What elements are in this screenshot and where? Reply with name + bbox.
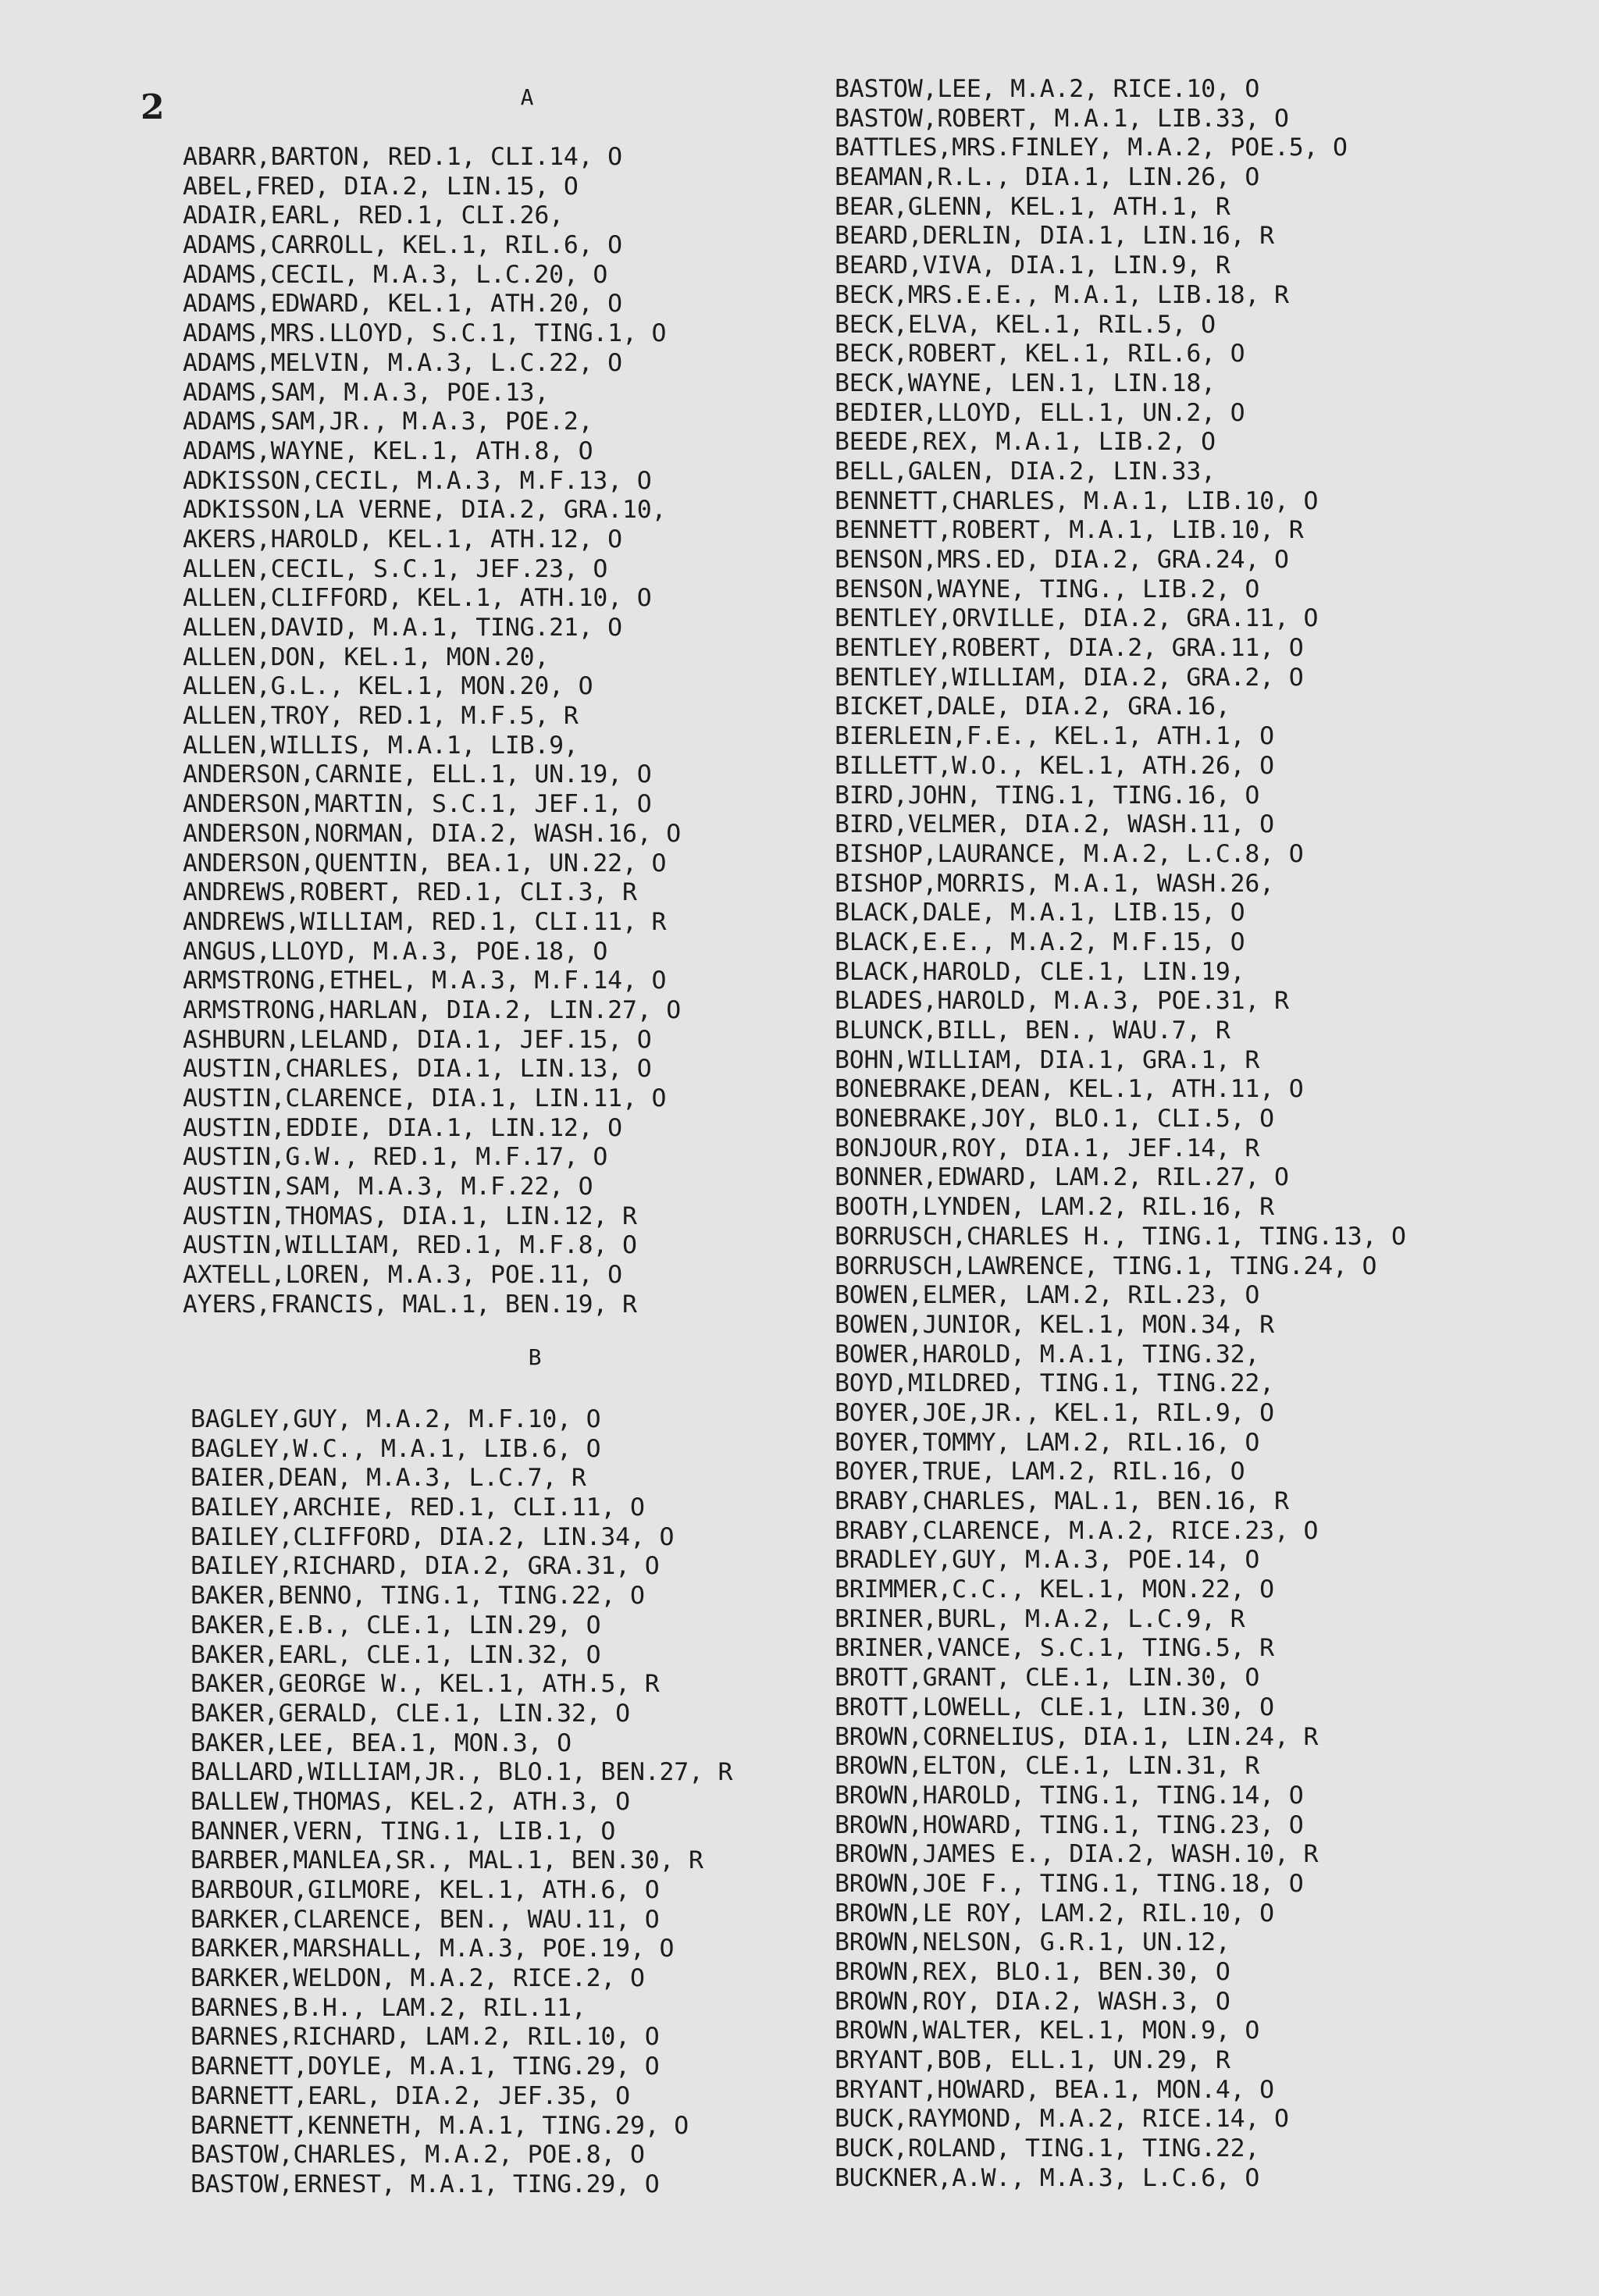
directory-entry: BEEDE,REX, M.A.1, LIB.2, O — [835, 428, 1216, 457]
directory-entry: ARMSTRONG,ETHEL, M.A.3, M.F.14, O — [183, 966, 667, 995]
directory-entry: BASTOW,LEE, M.A.2, RICE.10, O — [835, 75, 1260, 103]
directory-entry: BARBER,MANLEA,SR., MAL.1, BEN.30, R — [191, 1846, 703, 1875]
directory-entry: AKERS,HAROLD, KEL.1, ATH.12, O — [183, 525, 622, 554]
directory-entry: BROWN,HOWARD, TING.1, TING.23, O — [835, 1810, 1304, 1839]
directory-entry: BIRD,VELMER, DIA.2, WASH.11, O — [835, 810, 1274, 839]
directory-entry: BAKER,GEORGE W., KEL.1, ATH.5, R — [191, 1670, 660, 1699]
directory-entry: BOYD,MILDRED, TING.1, TING.22, — [835, 1369, 1274, 1398]
directory-entry: ALLEN,DON, KEL.1, MON.20, — [183, 643, 550, 671]
directory-entry: BIERLEIN,F.E., KEL.1, ATH.1, O — [835, 722, 1274, 751]
directory-entry: ADAMS,CARROLL, KEL.1, RIL.6, O — [183, 231, 622, 260]
directory-entry: BENTLEY,WILLIAM, DIA.2, GRA.2, O — [835, 663, 1304, 692]
directory-entry: ANDREWS,ROBERT, RED.1, CLI.3, R — [183, 878, 637, 907]
directory-entry: BARKER,CLARENCE, BEN., WAU.11, O — [191, 1905, 660, 1934]
directory-entry: BOWER,HAROLD, M.A.1, TING.32, — [835, 1340, 1260, 1369]
directory-entry: BORRUSCH,LAWRENCE, TING.1, TING.24, O — [835, 1251, 1377, 1280]
directory-entry: BOOTH,LYNDEN, LAM.2, RIL.16, R — [835, 1193, 1274, 1222]
directory-entry: ADAMS,EDWARD, KEL.1, ATH.20, O — [183, 290, 622, 319]
directory-entry: BENTLEY,ROBERT, DIA.2, GRA.11, O — [835, 634, 1304, 663]
directory-entry: BUCK,ROLAND, TING.1, TING.22, — [835, 2134, 1260, 2163]
directory-entry: BAGLEY,W.C., M.A.1, LIB.6, O — [191, 1434, 601, 1463]
directory-entry: AXTELL,LOREN, M.A.3, POE.11, O — [183, 1261, 622, 1290]
directory-entry: BAIER,DEAN, M.A.3, L.C.7, R — [191, 1464, 586, 1493]
directory-entry: BEARD,DERLIN, DIA.1, LIN.16, R — [835, 222, 1274, 251]
directory-entry: ALLEN,CECIL, S.C.1, JEF.23, O — [183, 554, 608, 583]
directory-entry: BROWN,HAROLD, TING.1, TING.14, O — [835, 1781, 1304, 1810]
directory-entry: BEAR,GLENN, KEL.1, ATH.1, R — [835, 192, 1230, 221]
directory-entry: AUSTIN,CHARLES, DIA.1, LIN.13, O — [183, 1055, 652, 1084]
directory-entry: ANGUS,LLOYD, M.A.3, POE.18, O — [183, 937, 608, 966]
directory-entry: BROTT,GRANT, CLE.1, LIN.30, O — [835, 1664, 1260, 1693]
directory-entry: BONNER,EDWARD, LAM.2, RIL.27, O — [835, 1163, 1289, 1192]
directory-entry: BIRD,JOHN, TING.1, TING.16, O — [835, 781, 1260, 810]
directory-entry: AYERS,FRANCIS, MAL.1, BEN.19, R — [183, 1290, 637, 1319]
directory-entry: BAKER,EARL, CLE.1, LIN.32, O — [191, 1640, 601, 1669]
directory-entry: BISHOP,MORRIS, M.A.1, WASH.26, — [835, 869, 1274, 898]
directory-entry: BROWN,JAMES E., DIA.2, WASH.10, R — [835, 1840, 1319, 1869]
directory-entry: ADAMS,MRS.LLOYD, S.C.1, TING.1, O — [183, 319, 667, 348]
directory-entry: BASTOW,ROBERT, M.A.1, LIB.33, O — [835, 104, 1289, 133]
directory-entry: BANNER,VERN, TING.1, LIB.1, O — [191, 1817, 616, 1846]
directory-entry: BOYER,JOE,JR., KEL.1, RIL.9, O — [835, 1398, 1274, 1427]
directory-entry: BONJOUR,ROY, DIA.1, JEF.14, R — [835, 1134, 1260, 1162]
directory-entry: AUSTIN,THOMAS, DIA.1, LIN.12, R — [183, 1201, 637, 1230]
directory-entry: BROWN,WALTER, KEL.1, MON.9, O — [835, 2017, 1260, 2045]
directory-entry: BEARD,VIVA, DIA.1, LIN.9, R — [835, 251, 1230, 280]
directory-entry: BUCK,RAYMOND, M.A.2, RICE.14, O — [835, 2105, 1289, 2134]
directory-entry: ANDERSON,NORMAN, DIA.2, WASH.16, O — [183, 819, 681, 848]
directory-entry: BICKET,DALE, DIA.2, GRA.16, — [835, 692, 1230, 721]
directory-entry: BAGLEY,GUY, M.A.2, M.F.10, O — [191, 1405, 601, 1433]
directory-entry: BENNETT,ROBERT, M.A.1, LIB.10, R — [835, 516, 1304, 545]
directory-entry: AUSTIN,WILLIAM, RED.1, M.F.8, O — [183, 1231, 637, 1260]
directory-entry: BRYANT,HOWARD, BEA.1, MON.4, O — [835, 2075, 1274, 2104]
directory-entry: BLACK,E.E., M.A.2, M.F.15, O — [835, 927, 1245, 956]
directory-entry: BENNETT,CHARLES, M.A.1, LIB.10, O — [835, 486, 1319, 515]
directory-entry: BILLETT,W.O., KEL.1, ATH.26, O — [835, 751, 1274, 780]
directory-entry: BROWN,ELTON, CLE.1, LIN.31, R — [835, 1752, 1260, 1781]
directory-entry: BATTLES,MRS.FINLEY, M.A.2, POE.5, O — [835, 133, 1348, 162]
directory-entry: BAKER,GERALD, CLE.1, LIN.32, O — [191, 1699, 630, 1728]
directory-entry: ASHBURN,LELAND, DIA.1, JEF.15, O — [183, 1025, 652, 1054]
directory-entry: BECK,MRS.E.E., M.A.1, LIB.18, R — [835, 280, 1289, 309]
directory-entry: BENSON,MRS.ED, DIA.2, GRA.24, O — [835, 546, 1289, 574]
directory-entry: BLACK,DALE, M.A.1, LIB.15, O — [835, 899, 1245, 927]
directory-entry: ALLEN,WILLIS, M.A.1, LIB.9, — [183, 731, 579, 760]
directory-entry: BONEBRAKE,JOY, BLO.1, CLI.5, O — [835, 1105, 1274, 1134]
directory-entry: BRINER,BURL, M.A.2, L.C.9, R — [835, 1604, 1245, 1633]
directory-entry: BRIMMER,C.C., KEL.1, MON.22, O — [835, 1575, 1274, 1604]
directory-entry: BOWEN,JUNIOR, KEL.1, MON.34, R — [835, 1310, 1274, 1339]
directory-entry: BOYER,TOMMY, LAM.2, RIL.16, O — [835, 1428, 1260, 1457]
directory-entry: BROWN,LE ROY, LAM.2, RIL.10, O — [835, 1899, 1274, 1928]
directory-entry: BROWN,ROY, DIA.2, WASH.3, O — [835, 1987, 1230, 2016]
directory-entry: BISHOP,LAURANCE, M.A.2, L.C.8, O — [835, 839, 1304, 868]
directory-entry: BARNES,RICHARD, LAM.2, RIL.10, O — [191, 2023, 660, 2052]
directory-entry: BRADLEY,GUY, M.A.3, POE.14, O — [835, 1546, 1260, 1575]
directory-entry: BRABY,CHARLES, MAL.1, BEN.16, R — [835, 1487, 1289, 1515]
directory-entry: BARNETT,EARL, DIA.2, JEF.35, O — [191, 2081, 630, 2110]
section-b-list — [191, 1405, 732, 2200]
directory-entry: ADKISSON,LA VERNE, DIA.2, GRA.10, — [183, 496, 667, 525]
directory-entry: AUSTIN,G.W., RED.1, M.F.17, O — [183, 1143, 608, 1172]
directory-entry: AUSTIN,EDDIE, DIA.1, LIN.12, O — [183, 1113, 622, 1142]
directory-entry: BECK,ELVA, KEL.1, RIL.5, O — [835, 310, 1216, 339]
directory-entry: BROWN,CORNELIUS, DIA.1, LIN.24, R — [835, 1722, 1319, 1751]
directory-entry: ABARR,BARTON, RED.1, CLI.14, O — [183, 143, 622, 171]
directory-entry: BRINER,VANCE, S.C.1, TING.5, R — [835, 1634, 1274, 1663]
directory-entry: AUSTIN,SAM, M.A.3, M.F.22, O — [183, 1173, 593, 1201]
directory-entry: BLACK,HAROLD, CLE.1, LIN.19, — [835, 957, 1245, 986]
directory-entry: ABEL,FRED, DIA.2, LIN.15, O — [183, 172, 579, 201]
directory-entry: BAKER,LEE, BEA.1, MON.3, O — [191, 1728, 572, 1757]
directory-entry: BLADES,HAROLD, M.A.3, POE.31, R — [835, 987, 1289, 1016]
directory-entry: BONEBRAKE,DEAN, KEL.1, ATH.11, O — [835, 1075, 1304, 1104]
directory-entry: BARKER,WELDON, M.A.2, RICE.2, O — [191, 1964, 645, 1993]
directory-entry: BECK,WAYNE, LEN.1, LIN.18, — [835, 368, 1216, 397]
directory-entry: ADAMS,MELVIN, M.A.3, L.C.22, O — [183, 348, 622, 377]
directory-entry: ALLEN,DAVID, M.A.1, TING.21, O — [183, 614, 622, 642]
directory-entry: BEAMAN,R.L., DIA.1, LIN.26, O — [835, 163, 1260, 192]
directory-entry: BRABY,CLARENCE, M.A.2, RICE.23, O — [835, 1516, 1319, 1545]
directory-entry: BAKER,E.B., CLE.1, LIN.29, O — [191, 1611, 601, 1639]
directory-entry: BROWN,JOE F., TING.1, TING.18, O — [835, 1869, 1304, 1898]
directory-entry: ARMSTRONG,HARLAN, DIA.2, LIN.27, O — [183, 995, 681, 1024]
directory-entry: BORRUSCH,CHARLES H., TING.1, TING.13, O — [835, 1222, 1406, 1251]
directory-entry: BASTOW,CHARLES, M.A.2, POE.8, O — [191, 2141, 645, 2170]
directory-entry: BARNES,B.H., LAM.2, RIL.11, — [191, 1993, 586, 2022]
directory-entry: BROWN,NELSON, G.R.1, UN.12, — [835, 1928, 1230, 1957]
directory-entry: BARNETT,DOYLE, M.A.1, TING.29, O — [191, 2052, 660, 2081]
directory-entry: BARNETT,KENNETH, M.A.1, TING.29, O — [191, 2111, 689, 2140]
directory-entry: ANDERSON,CARNIE, ELL.1, UN.19, O — [183, 760, 652, 789]
directory-entry: ANDERSON,QUENTIN, BEA.1, UN.22, O — [183, 849, 667, 877]
directory-entry: ADAIR,EARL, RED.1, CLI.26, — [183, 201, 564, 230]
section-b-continued-list — [835, 75, 1406, 2194]
directory-entry: BLUNCK,BILL, BEN., WAU.7, R — [835, 1016, 1230, 1045]
directory-entry: ANDREWS,WILLIAM, RED.1, CLI.11, R — [183, 907, 667, 936]
directory-entry: BALLEW,THOMAS, KEL.2, ATH.3, O — [191, 1787, 630, 1816]
directory-entry: ADAMS,WAYNE, KEL.1, ATH.8, O — [183, 436, 593, 465]
directory-entry: BECK,ROBERT, KEL.1, RIL.6, O — [835, 340, 1245, 368]
page-number: 2 — [141, 87, 165, 127]
directory-entry: BARBOUR,GILMORE, KEL.1, ATH.6, O — [191, 1876, 660, 1904]
directory-entry: BALLARD,WILLIAM,JR., BLO.1, BEN.27, R — [191, 1758, 733, 1787]
directory-entry: BOWEN,ELMER, LAM.2, RIL.23, O — [835, 1281, 1260, 1310]
directory-entry: BAILEY,CLIFFORD, DIA.2, LIN.34, O — [191, 1522, 675, 1551]
directory-entry: BASTOW,ERNEST, M.A.1, TING.29, O — [191, 2170, 660, 2198]
directory-entry: BROTT,LOWELL, CLE.1, LIN.30, O — [835, 1693, 1274, 1721]
section-heading-b: B — [528, 1344, 542, 1370]
directory-entry: ALLEN,G.L., KEL.1, MON.20, O — [183, 672, 593, 701]
directory-entry: ADAMS,SAM, M.A.3, POE.13, — [183, 378, 550, 407]
directory-entry: BARKER,MARSHALL, M.A.3, POE.19, O — [191, 1935, 675, 1963]
directory-entry: BELL,GALEN, DIA.2, LIN.33, — [835, 457, 1216, 486]
directory-entry: BAILEY,ARCHIE, RED.1, CLI.11, O — [191, 1493, 645, 1522]
directory-entry: BAKER,BENNO, TING.1, TING.22, O — [191, 1582, 645, 1611]
directory-entry: BOHN,WILLIAM, DIA.1, GRA.1, R — [835, 1045, 1260, 1074]
section-heading-a: A — [520, 84, 534, 110]
directory-entry: ANDERSON,MARTIN, S.C.1, JEF.1, O — [183, 790, 652, 819]
directory-entry: BEDIER,LLOYD, ELL.1, UN.2, O — [835, 398, 1245, 427]
directory-entry: BENTLEY,ORVILLE, DIA.2, GRA.11, O — [835, 604, 1319, 633]
section-a-list — [183, 143, 681, 1320]
directory-entry: BROWN,REX, BLO.1, BEN.30, O — [835, 1958, 1230, 1986]
directory-entry: BRYANT,BOB, ELL.1, UN.29, R — [835, 2046, 1230, 2075]
directory-entry: ADKISSON,CECIL, M.A.3, M.F.13, O — [183, 466, 652, 495]
directory-entry: BAILEY,RICHARD, DIA.2, GRA.31, O — [191, 1552, 660, 1581]
directory-entry: ADAMS,CECIL, M.A.3, L.C.20, O — [183, 260, 608, 289]
directory-entry: ALLEN,CLIFFORD, KEL.1, ATH.10, O — [183, 584, 652, 613]
directory-entry: BENSON,WAYNE, TING., LIB.2, O — [835, 575, 1260, 603]
directory-entry: BOYER,TRUE, LAM.2, RIL.16, O — [835, 1458, 1245, 1486]
directory-entry: ALLEN,TROY, RED.1, M.F.5, R — [183, 702, 579, 731]
directory-entry: ADAMS,SAM,JR., M.A.3, POE.2, — [183, 408, 593, 436]
directory-entry: AUSTIN,CLARENCE, DIA.1, LIN.11, O — [183, 1084, 667, 1112]
directory-entry: BUCKNER,A.W., M.A.3, L.C.6, O — [835, 2163, 1260, 2192]
